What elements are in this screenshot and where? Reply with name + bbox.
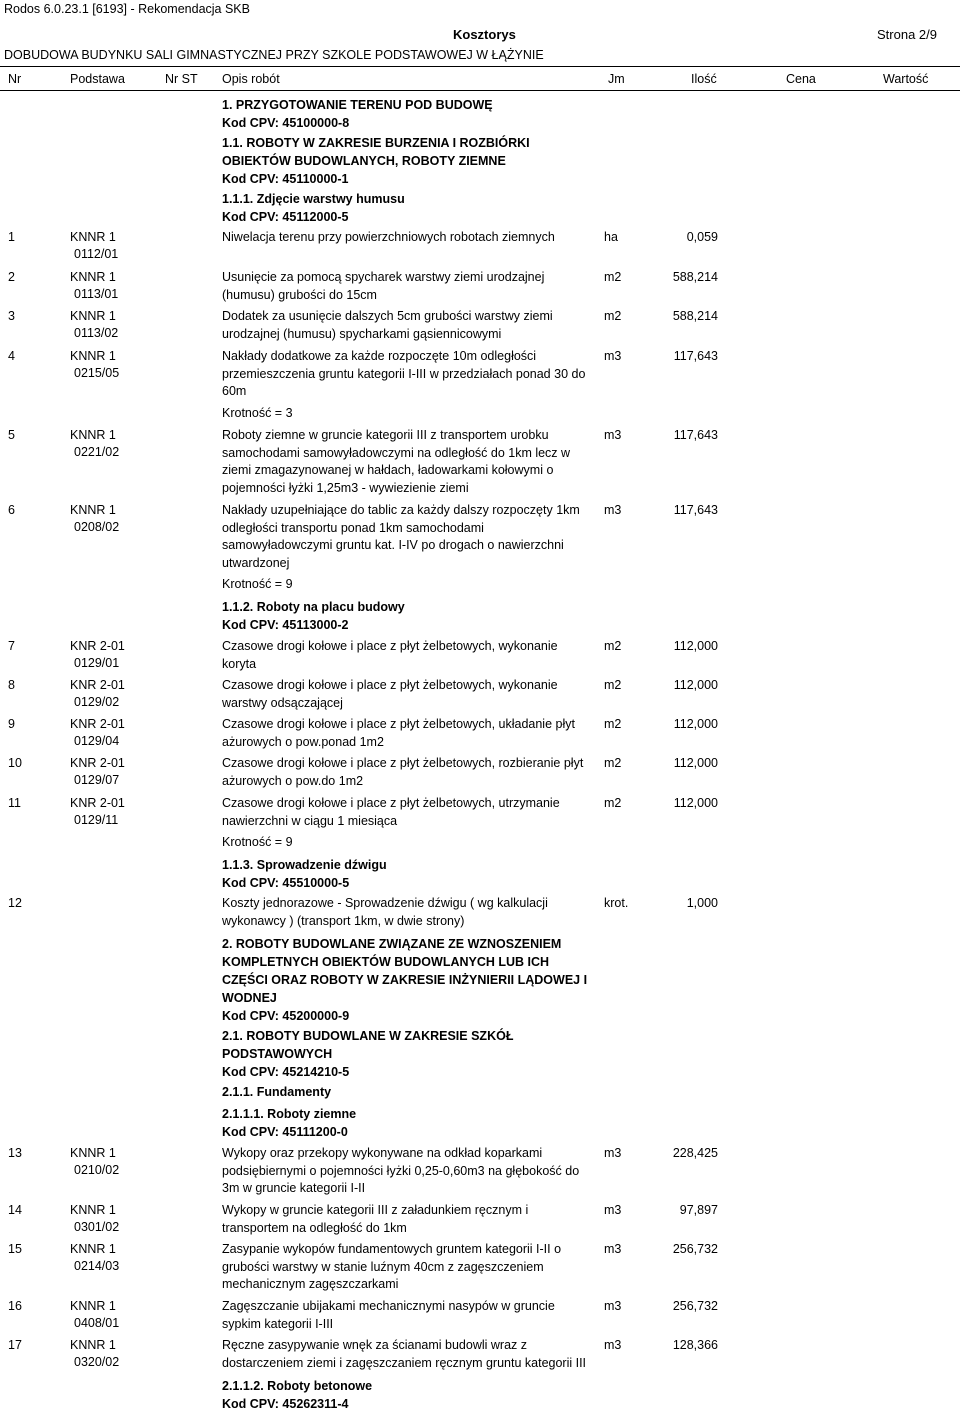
col-cena: Cena	[786, 72, 816, 86]
section-heading: 1. PRZYGOTOWANIE TERENU POD BUDOWĘ Kod CPV: 45100000-8	[222, 98, 493, 130]
section-heading: 2.1.1. Fundamenty	[222, 1085, 332, 1099]
item-podstawa: KNR 2-01 0129/11	[70, 796, 125, 827]
item-podstawa: KNNR 1 0112/01	[70, 230, 119, 261]
krotnosc-note: Krotność = 9	[222, 577, 293, 591]
item-podstawa: KNNR 1 0113/01	[70, 270, 119, 301]
item-quantity: 256,732	[672, 1299, 718, 1313]
item-unit: krot.	[604, 896, 629, 910]
section-heading: 2.1. ROBOTY BUDOWLANE W ZAKRESIE SZKÓŁ PODSTAWOWYCH Kod CPV: 45214210-5	[222, 1029, 514, 1079]
item-nr: 17	[8, 1338, 22, 1352]
item-nr: 1	[8, 230, 15, 244]
item-podstawa: KNNR 1 0215/05	[70, 349, 120, 380]
section-heading: 2. ROBOTY BUDOWLANE ZWIĄZANE ZE WZNOSZENIEM KOMPLETNYCH OBIEKTÓW BUDOWLANYCH LUB ICH CZĘŚCI ORAZ ROBOTY W ZAKRESIE INŻYNIERII LĄDOWEJ I WODNEJ Kod CPV: 45200000-9	[222, 937, 588, 1023]
item-unit: m3	[604, 349, 622, 363]
item-unit: m3	[604, 1299, 622, 1313]
item-description: Zagęszczanie ubijakami mechanicznymi nasypów w gruncie sypkim kategorii I-III	[222, 1299, 555, 1331]
item-description: Czasowe drogi kołowe i place z płyt żelbetowych, utrzymanie nawierzchni w ciągu 1 miesiąca	[222, 796, 560, 828]
section-heading: 1.1.1. Zdjęcie warstwy humusu Kod CPV: 45112000-5	[222, 192, 405, 224]
item-quantity: 112,000	[673, 796, 718, 810]
item-nr: 9	[8, 717, 15, 731]
item-unit: m3	[604, 503, 622, 517]
col-jm: Jm	[608, 72, 625, 86]
item-nr: 14	[8, 1203, 22, 1217]
item-quantity: 117,643	[673, 503, 718, 517]
item-unit: m2	[604, 796, 622, 810]
item-nr: 8	[8, 678, 15, 692]
item-description: Roboty ziemne w gruncie kategorii III z transportem urobku samochodami samowyładowczymi na odległość do 1km lecz w ziemi zmagazynowanej w hałdach, ładowarkami kołowymi o pojemności łyżki 1,25m3 - wywiezienie ziemi	[222, 428, 571, 495]
item-quantity: 588,214	[672, 309, 718, 323]
item-unit: m2	[604, 270, 622, 284]
col-wartosc: Wartość	[883, 72, 929, 86]
item-quantity: 112,000	[673, 717, 718, 731]
col-ilosc: Ilość	[691, 72, 717, 86]
krotnosc-note: Krotność = 3	[222, 406, 293, 420]
item-description: Usunięcie za pomocą spycharek warstwy ziemi urodzajnej (humusu) grubości do 15cm	[222, 270, 545, 302]
item-podstawa: KNNR 1 0301/02	[70, 1203, 120, 1234]
item-podstawa: KNNR 1 0214/03	[70, 1242, 120, 1273]
item-nr: 12	[8, 896, 22, 910]
item-podstawa: KNR 2-01 0129/04	[70, 717, 125, 748]
item-description: Niwelacja terenu przy powierzchniowych robotach ziemnych	[222, 230, 555, 244]
item-unit: m2	[604, 309, 622, 323]
item-nr: 3	[8, 309, 15, 323]
item-description: Wykopy w gruncie kategorii III z załadunkiem ręcznym i transportem na odległość do 1km	[222, 1203, 529, 1235]
item-description: Czasowe drogi kołowe i place z płyt żelbetowych, wykonanie koryta	[222, 639, 558, 671]
item-description: Wykopy oraz przekopy wykonywane na odkład koparkami podsiębiernymi o pojemności łyżki 0,25-0,60m3 na głębokość do 3m w gruncie kategorii I-II	[222, 1146, 580, 1195]
item-quantity: 97,897	[679, 1203, 718, 1217]
item-unit: m2	[604, 678, 622, 692]
item-description: Czasowe drogi kołowe i place z płyt żelbetowych, układanie płyt ażurowych o pow.ponad 1m2	[222, 717, 575, 749]
header-rule-bottom	[0, 90, 960, 91]
item-description: Czasowe drogi kołowe i place z płyt żelbetowych, rozbieranie płyt ażurowych o pow.do 1m2	[222, 756, 584, 788]
item-description: Dodatek za usunięcie dalszych 5cm grubości warstwy ziemi urodzajnej (humusu) spycharkami gąsiennicowymi	[222, 309, 553, 341]
item-nr: 11	[8, 796, 21, 810]
section-heading: 1.1. ROBOTY W ZAKRESIE BURZENIA I ROZBIÓRKI OBIEKTÓW BUDOWLANYCH, ROBOTY ZIEMNE Kod CPV: 45110000-1	[222, 136, 530, 186]
item-unit: ha	[604, 230, 618, 244]
item-description: Ręczne zasypywanie wnęk za ścianami budowli wraz z dostarczeniem ziemi i zagęszczaniem ręcznym gruntu kategorii III	[222, 1338, 587, 1370]
item-quantity: 0,059	[686, 230, 718, 244]
col-nr: Nr	[8, 72, 22, 86]
item-podstawa: KNNR 1 0408/01	[70, 1299, 120, 1330]
item-quantity: 112,000	[673, 678, 718, 692]
item-nr: 7	[8, 639, 15, 653]
item-nr: 15	[8, 1242, 22, 1256]
item-unit: m3	[604, 1338, 622, 1352]
item-quantity: 256,732	[672, 1242, 718, 1256]
col-nr-st: Nr ST	[165, 72, 198, 86]
item-description: Koszty jednorazowe - Sprowadzenie dźwigu ( wg kalkulacji wykonawcy ) (transport 1km, w dwie strony)	[222, 896, 548, 928]
item-unit: m3	[604, 1146, 622, 1160]
item-quantity: 228,425	[672, 1146, 718, 1160]
section-heading: 2.1.1.2. Roboty betonowe Kod CPV: 45262311-4	[222, 1379, 373, 1411]
item-quantity: 1,000	[686, 896, 718, 910]
item-nr: 4	[8, 349, 15, 363]
item-unit: m2	[604, 717, 622, 731]
item-unit: m3	[604, 1242, 622, 1256]
item-podstawa: KNNR 1 0320/02	[70, 1338, 120, 1369]
item-description: Nakłady dodatkowe za każde rozpoczęte 10m odległości przemieszczenia gruntu kategorii I-III w przedziałach ponad 30 do 60m	[222, 349, 586, 398]
item-podstawa: KNNR 1 0221/02	[70, 428, 120, 459]
krotnosc-note: Krotność = 9	[222, 835, 293, 849]
header-rule-top	[0, 66, 960, 67]
page-number: Strona 2/9	[877, 27, 937, 42]
item-quantity: 117,643	[673, 428, 718, 442]
col-podstawa: Podstawa	[70, 72, 125, 86]
item-nr: 10	[8, 756, 22, 770]
item-unit: m3	[604, 428, 622, 442]
col-opis: Opis robót	[222, 72, 280, 86]
item-description: Zasypanie wykopów fundamentowych gruntem kategorii I-II o grubości warstwy w stanie luźnym 40cm z zagęszczeniem mechanicznym zagęszczarkami	[222, 1242, 562, 1291]
item-quantity: 112,000	[673, 639, 718, 653]
item-podstawa: KNNR 1 0208/02	[70, 503, 120, 534]
item-quantity: 128,366	[672, 1338, 718, 1352]
section-heading: 2.1.1.1. Roboty ziemne Kod CPV: 45111200-0	[222, 1107, 357, 1139]
item-quantity: 112,000	[673, 756, 718, 770]
item-quantity: 117,643	[673, 349, 718, 363]
section-heading: 1.1.3. Sprowadzenie dźwigu Kod CPV: 45510000-5	[222, 858, 387, 890]
item-podstawa: KNR 2-01 0129/01	[70, 639, 125, 670]
item-unit: m3	[604, 1203, 622, 1217]
item-nr: 2	[8, 270, 15, 284]
item-nr: 16	[8, 1299, 22, 1313]
item-quantity: 588,214	[672, 270, 718, 284]
item-podstawa: KNNR 1 0113/02	[70, 309, 119, 340]
item-description: Czasowe drogi kołowe i place z płyt żelbetowych, wykonanie warstwy odsączającej	[222, 678, 558, 710]
item-nr: 5	[8, 428, 15, 442]
item-description: Nakłady uzupełniające do tablic za każdy dalszy rozpoczęty 1km odległości transportu ponad 1km samochodami samowyładowczymi gruntu kat. I-IV po drogach o nawierzchni utwardzonej	[222, 503, 580, 570]
item-nr: 6	[8, 503, 15, 517]
document-type: Kosztorys	[453, 27, 516, 42]
section-heading: 1.1.2. Roboty na placu budowy Kod CPV: 45113000-2	[222, 600, 405, 632]
item-podstawa: KNR 2-01 0129/07	[70, 756, 125, 787]
app-title: Rodos 6.0.23.1 [6193] - Rekomendacja SKB	[4, 2, 250, 16]
item-nr: 13	[8, 1146, 22, 1160]
item-unit: m2	[604, 639, 622, 653]
item-unit: m2	[604, 756, 622, 770]
item-podstawa: KNNR 1 0210/02	[70, 1146, 120, 1177]
project-title: DOBUDOWA BUDYNKU SALI GIMNASTYCZNEJ PRZY SZKOLE PODSTAWOWEJ W ŁĄŻYNIE	[4, 48, 544, 62]
item-podstawa: KNR 2-01 0129/02	[70, 678, 125, 709]
